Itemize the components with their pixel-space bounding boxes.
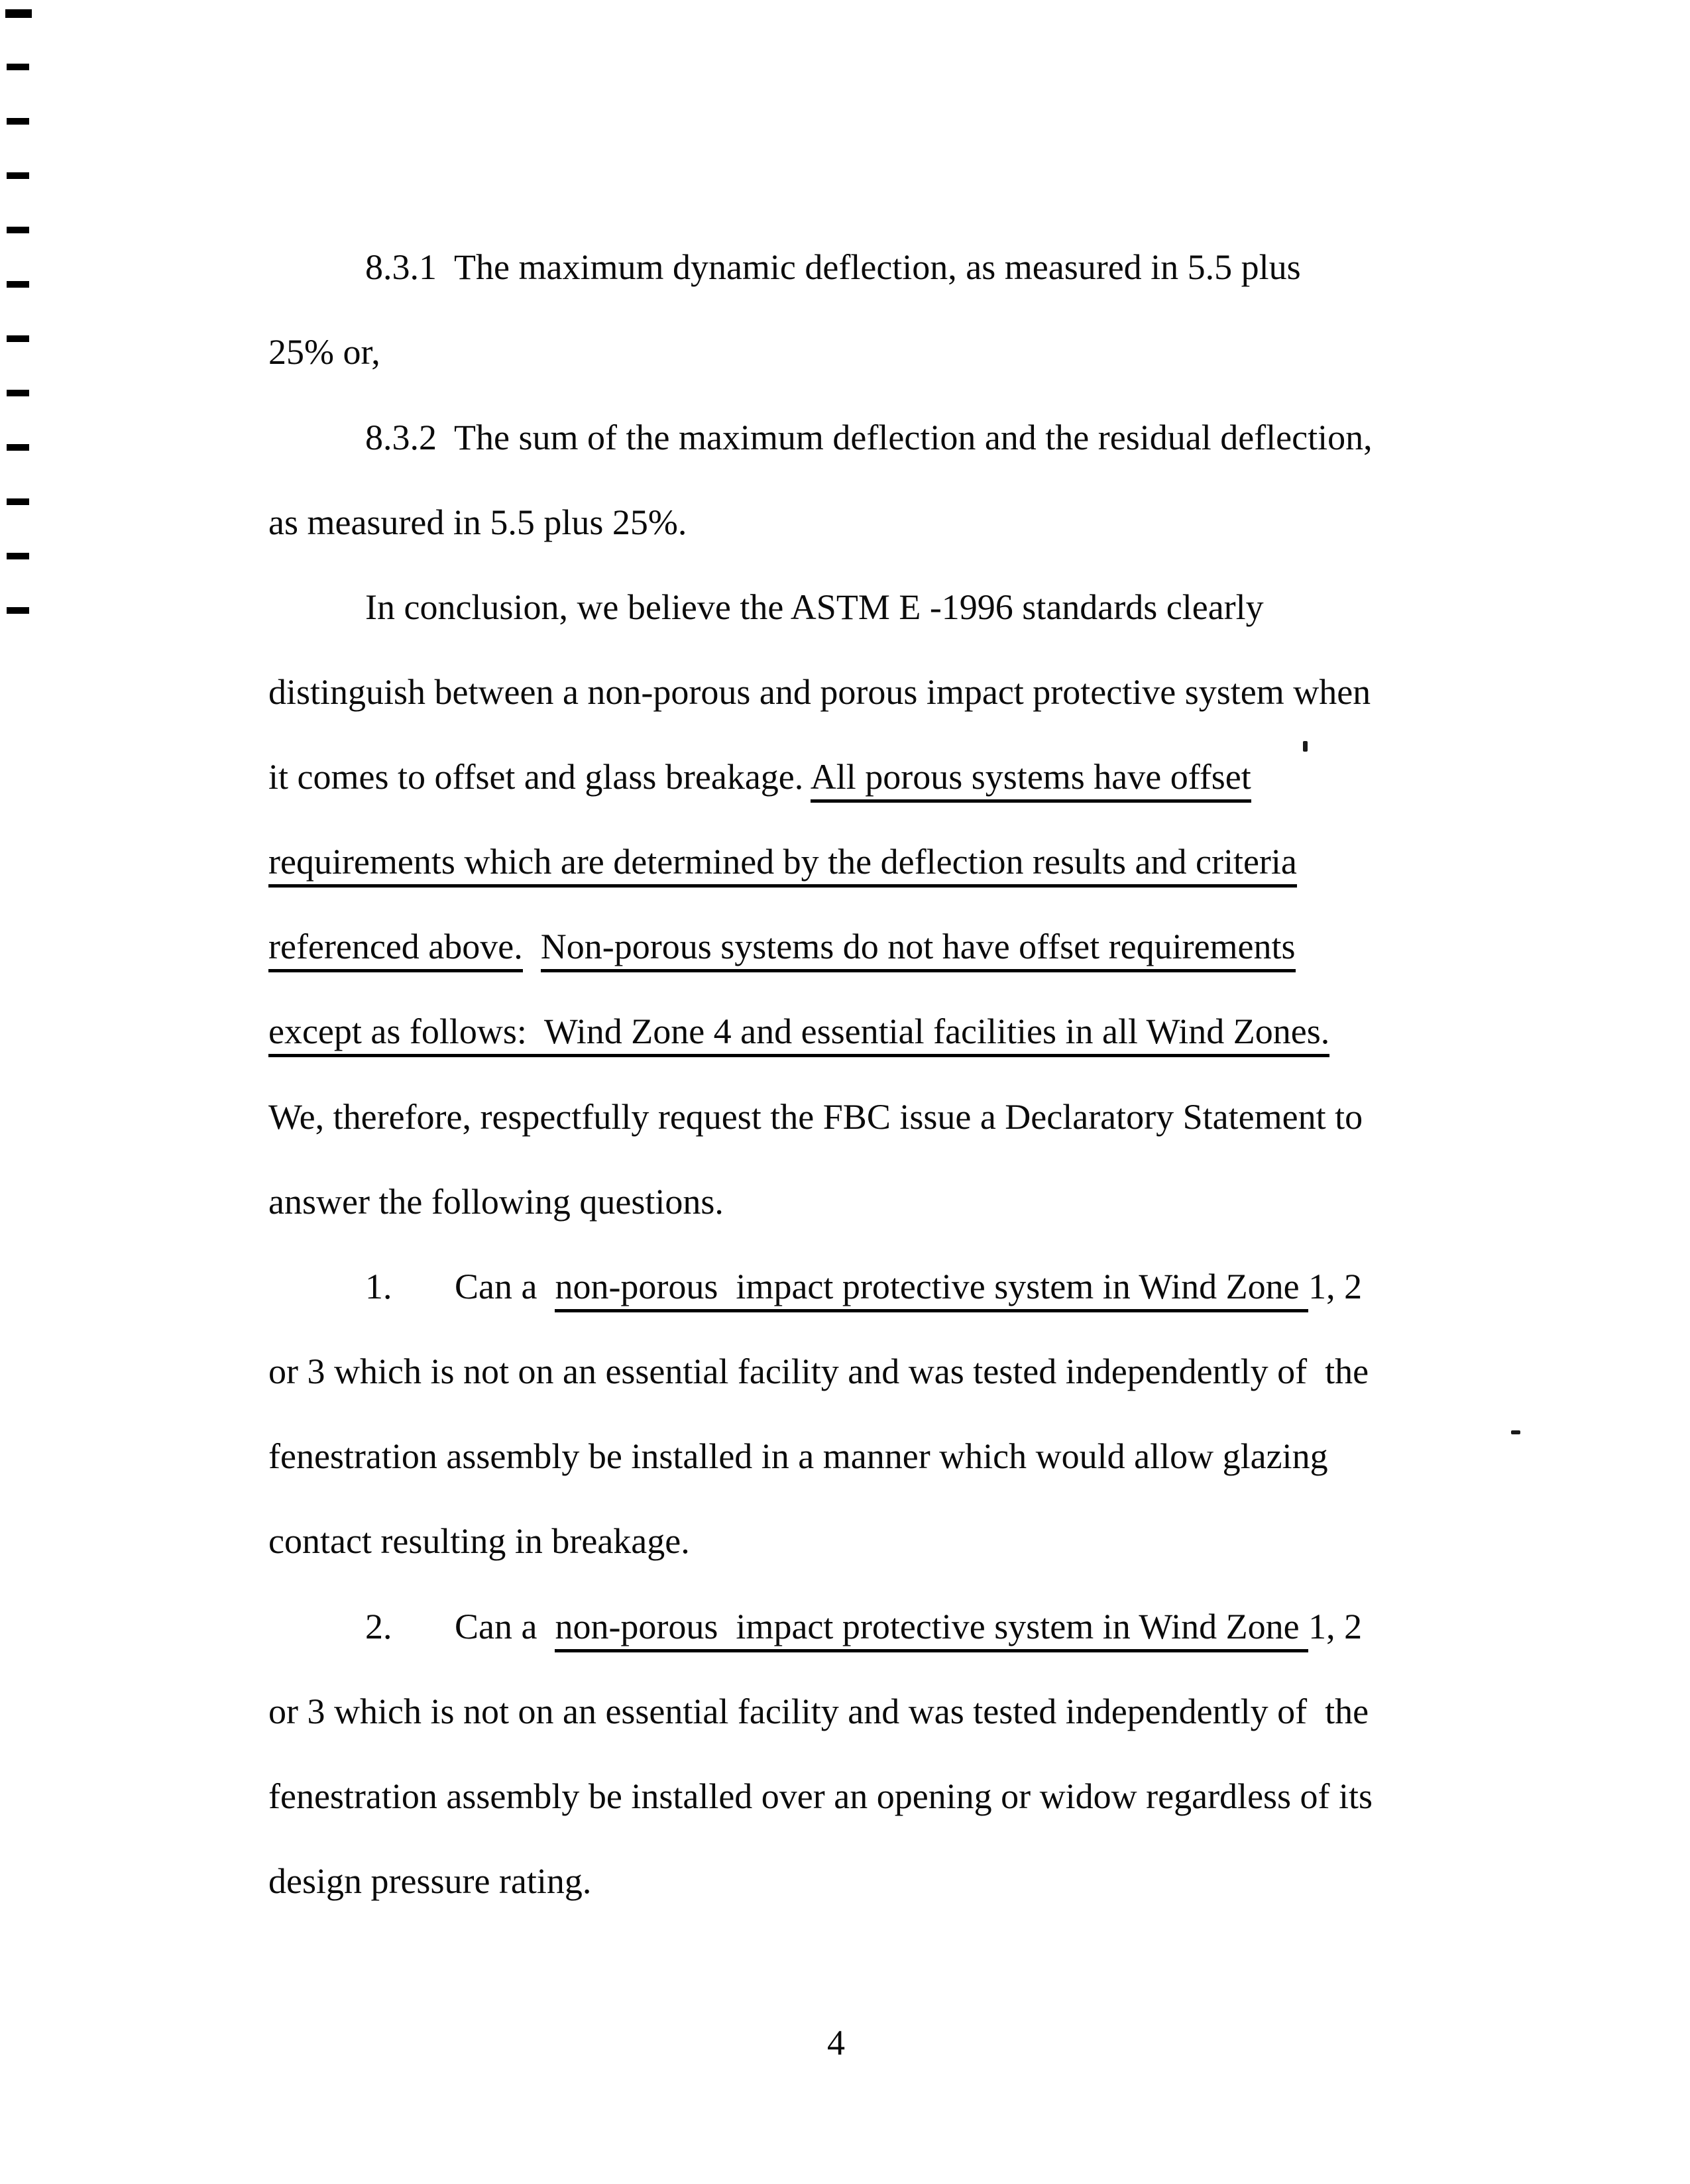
- text-line: [268, 759, 1251, 795]
- text-segment: answer the following questions.: [268, 1182, 724, 1222]
- underlined-text-segment: non-porous impact protective system in Wind Zone: [555, 1267, 1308, 1312]
- text-line: [268, 1694, 1369, 1729]
- text-segment: 1, 2: [1308, 1267, 1363, 1306]
- scan-edge-mark: [7, 281, 29, 288]
- underlined-text-segment: requirements which are determined by the deflection results and criteria: [268, 842, 1297, 888]
- text-line: [268, 1353, 1369, 1389]
- scan-edge-mark: [7, 172, 29, 179]
- underlined-text-segment: non-porous impact protective system in Wind Zone: [555, 1607, 1308, 1652]
- text-segment: [523, 927, 541, 966]
- scan-edge-mark: [7, 390, 29, 396]
- underlined-text-segment: Non-porous systems do not have offset requirements: [541, 927, 1296, 972]
- text-segment: In conclusion, we believe the ASTM E -1996 standards clearly: [365, 587, 1264, 627]
- text-segment: 8.3.1 The maximum dynamic deflection, as measured in 5.5 plus: [365, 247, 1301, 287]
- text-line: [268, 1013, 1329, 1049]
- text-segment: as measured in 5.5 plus 25%.: [268, 502, 687, 542]
- scan-speck: [1511, 1430, 1520, 1434]
- text-segment: 1, 2: [1308, 1607, 1363, 1646]
- text-segment: or 3 which is not on an essential facility and was tested independently of the: [268, 1692, 1369, 1731]
- text-line: [365, 1269, 1362, 1304]
- text-line: [268, 1523, 690, 1559]
- text-segment: 25% or,: [268, 332, 380, 372]
- text-segment: contact resulting in breakage.: [268, 1521, 690, 1561]
- scan-edge-mark: [7, 444, 29, 451]
- scan-edge-mark: [7, 607, 29, 614]
- text-segment: or 3 which is not on an essential facility and was tested independently of the: [268, 1351, 1369, 1391]
- scan-edge-mark: [7, 335, 29, 342]
- text-segment: fenestration assembly be installed in a manner which would allow glazing: [268, 1436, 1328, 1476]
- text-segment: design pressure rating.: [268, 1861, 592, 1901]
- text-line: [268, 929, 1296, 964]
- text-segment: distinguish between a non-porous and porous impact protective system when: [268, 672, 1371, 712]
- text-line: [365, 589, 1264, 625]
- scan-edge-mark: [7, 553, 29, 559]
- scan-edge-mark: [7, 64, 29, 70]
- text-segment: We, therefore, respectfully request the FBC issue a Declaratory Statement to: [268, 1097, 1363, 1137]
- scan-edge-mark: [7, 498, 29, 505]
- text-line: [268, 1863, 591, 1899]
- text-line: [268, 1184, 724, 1220]
- text-line: [365, 1609, 1362, 1644]
- scan-edge-mark: [7, 227, 29, 233]
- text-segment: 1. Can a: [365, 1267, 555, 1306]
- page-number: 4: [827, 2023, 845, 2063]
- scan-edge-mark: [5, 9, 32, 18]
- scan-speck: [1303, 741, 1308, 752]
- underlined-text-segment: except as follows: Wind Zone 4 and essential facilities in all Wind Zones.: [268, 1011, 1329, 1057]
- text-line: [268, 1438, 1328, 1474]
- text-line: [268, 1778, 1373, 1814]
- text-line: [268, 844, 1297, 880]
- text-line: [268, 1099, 1363, 1135]
- text-segment: fenestration assembly be installed over an opening or widow regardless of its: [268, 1776, 1373, 1816]
- scan-edge-mark: [7, 118, 29, 125]
- text-segment: it comes to offset and glass breakage.: [268, 757, 811, 797]
- text-segment: 2. Can a: [365, 1607, 555, 1646]
- text-segment: 8.3.2 The sum of the maximum deflection and the residual deflection,: [365, 418, 1373, 457]
- text-line: [268, 334, 380, 370]
- text-line: [365, 249, 1301, 285]
- text-line: [268, 504, 687, 540]
- underlined-text-segment: referenced above.: [268, 927, 523, 972]
- text-line: [268, 674, 1371, 710]
- text-line: [365, 420, 1373, 455]
- underlined-text-segment: All porous systems have offset: [811, 757, 1251, 803]
